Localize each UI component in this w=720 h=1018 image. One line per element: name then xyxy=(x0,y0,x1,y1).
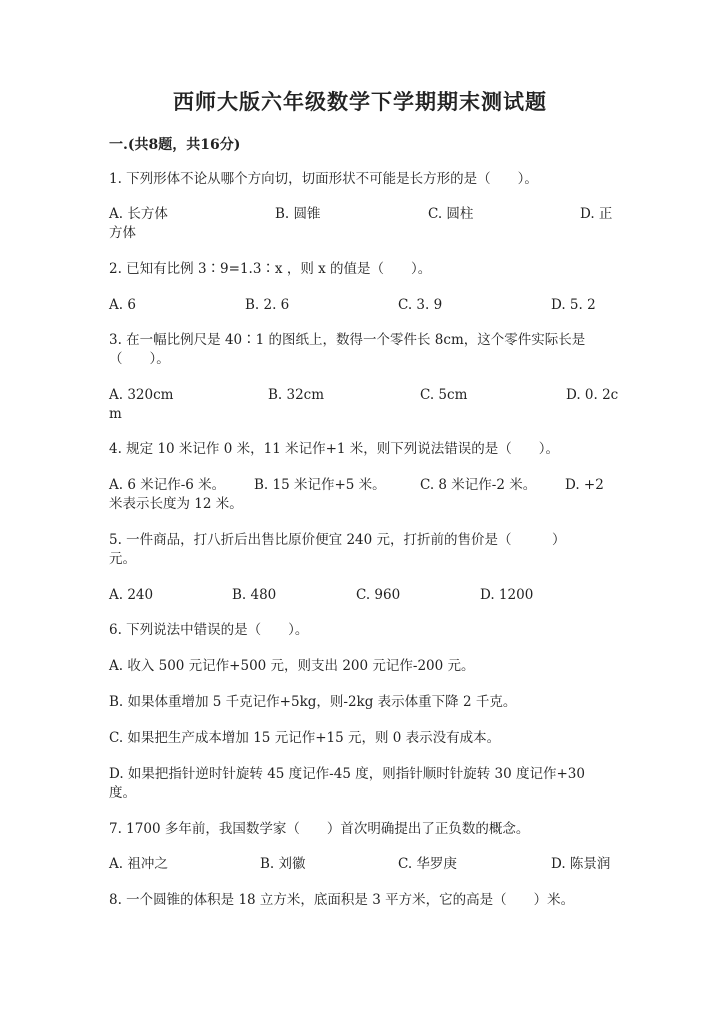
question-1-option-a: A. 长方体 xyxy=(109,206,168,222)
question-6-option-c: C. 如果把生产成本增加 15 元记作+15 元，则 0 表示没有成本。 xyxy=(109,730,501,746)
question-4-stem: 4. 规定 10 米记作 0 米，11 米记作+1 米，则下列说法错误的是（ ）。 xyxy=(109,441,560,457)
question-1-option-b: B. 圆锥 xyxy=(275,206,321,222)
question-3-option-a: A. 320cm xyxy=(109,387,174,403)
question-2-option-a: A. 6 xyxy=(109,297,136,313)
page-title: 西师大版六年级数学下学期期末测试题 xyxy=(173,89,547,114)
question-6-option-d: D. 如果把指针逆时针旋转 45 度记作-45 度，则指针顺时针旋转 30 度记作+30 xyxy=(109,766,585,782)
question-4-option-b: B. 15 米记作+5 米。 xyxy=(254,477,386,493)
question-5-option-d: D. 1200 xyxy=(480,587,534,603)
question-2-option-b: B. 2. 6 xyxy=(245,297,290,313)
question-7-stem: 7. 1700 多年前，我国数学家（ ）首次明确提出了正负数的概念。 xyxy=(109,821,530,837)
question-2-option-d: D. 5. 2 xyxy=(551,297,596,313)
question-6-stem: 6. 下列说法中错误的是（ ）。 xyxy=(109,622,309,638)
question-3-stem-continued: （ ）。 xyxy=(109,351,170,367)
question-5-option-c: C. 960 xyxy=(356,587,401,603)
question-2-stem: 2. 已知有比例 3∶9=1.3∶x ，则 x 的值是（ ）。 xyxy=(109,261,432,277)
question-7-option-d: D. 陈景润 xyxy=(551,856,611,872)
question-1-option-d-continued: 方体 xyxy=(109,225,136,241)
question-7-option-b: B. 刘徽 xyxy=(260,856,306,872)
question-2-option-c: C. 3. 9 xyxy=(398,297,443,313)
question-4-option-a: A. 6 米记作-6 米。 xyxy=(109,477,226,493)
question-1-option-d: D. 正 xyxy=(580,206,613,222)
question-7-option-a: A. 祖冲之 xyxy=(109,856,168,872)
question-4-option-d: D. +2 xyxy=(565,477,604,493)
question-3-option-d-continued: m xyxy=(109,406,122,422)
question-1-stem: 1. 下列形体不论从哪个方向切，切面形状不可能是长方形的是（ ）。 xyxy=(109,171,538,187)
question-5-stem: 5. 一件商品，打八折后出售比原价便宜 240 元，打折前的售价是（ ） xyxy=(109,532,566,548)
question-3-stem: 3. 在一幅比例尺是 40∶1 的图纸上，数得一个零件长 8cm，这个零件实际长是 xyxy=(109,332,586,348)
question-3-option-b: B. 32cm xyxy=(268,387,325,403)
question-5-stem-continued: 元。 xyxy=(109,551,136,567)
question-1-option-c: C. 圆柱 xyxy=(428,206,474,222)
question-6-option-d-continued: 度。 xyxy=(109,785,136,801)
question-3-option-c: C. 5cm xyxy=(420,387,468,403)
question-4-option-c: C. 8 米记作-2 米。 xyxy=(420,477,537,493)
question-8-stem: 8. 一个圆锥的体积是 18 立方米，底面积是 3 平方米，它的高是（ ）米。 xyxy=(109,892,575,908)
section-heading: 一.(共8题，共16分) xyxy=(109,137,241,153)
question-6-option-a: A. 收入 500 元记作+500 元，则支出 200 元记作-200 元。 xyxy=(109,658,475,674)
question-5-option-b: B. 480 xyxy=(232,587,277,603)
question-7-option-c: C. 华罗庚 xyxy=(398,856,457,872)
question-4-option-d-continued: 米表示长度为 12 米。 xyxy=(109,496,243,512)
question-5-option-a: A. 240 xyxy=(109,587,154,603)
question-3-option-d: D. 0. 2c xyxy=(566,387,619,403)
question-6-option-b: B. 如果体重增加 5 千克记作+5kg，则-2kg 表示体重下降 2 千克。 xyxy=(109,694,517,710)
